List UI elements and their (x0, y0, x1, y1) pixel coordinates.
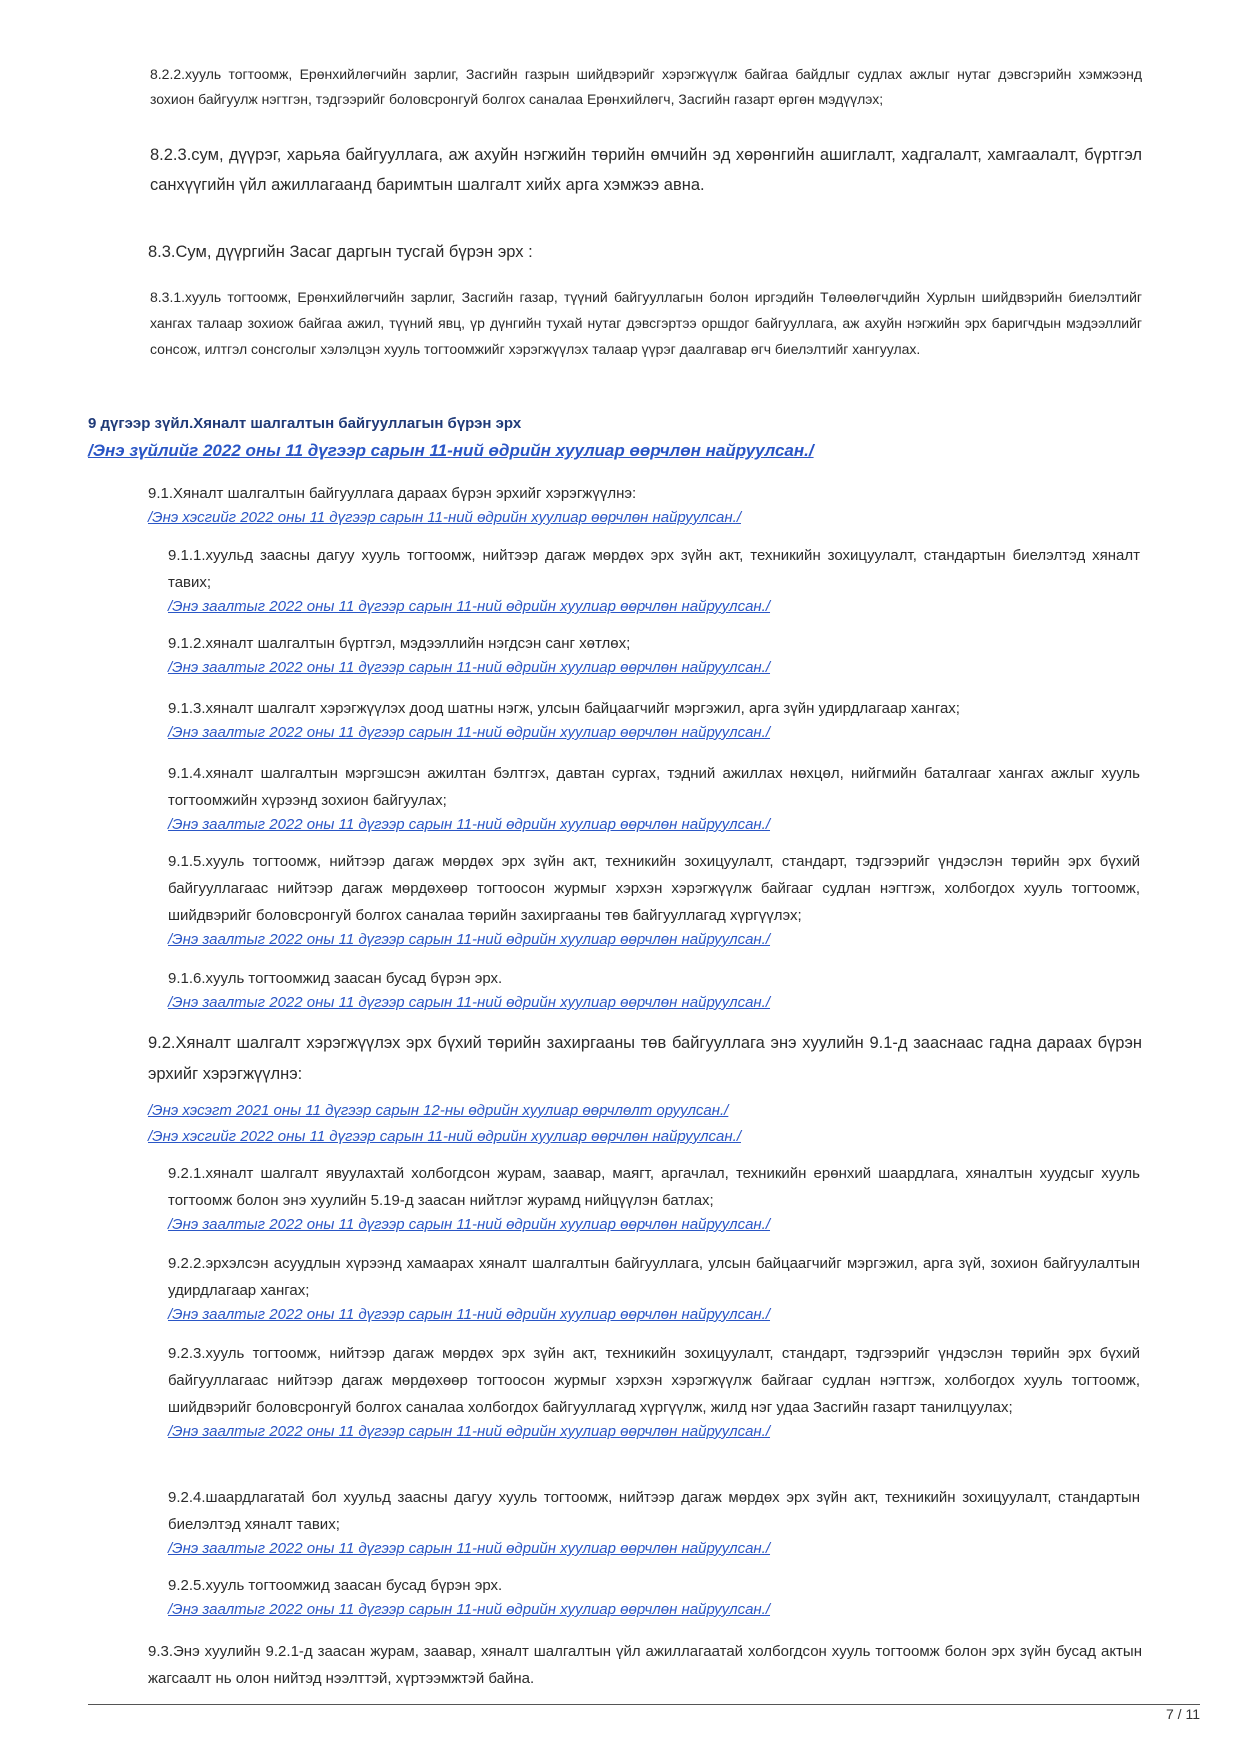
clause-amendment-link[interactable]: /Энэ заалтыг 2022 оны 11 дүгээр сарын 11-ний өдрийн хуулиар өөрчлөн найруулсан./ (168, 724, 771, 741)
clause-text: 8.2.2.хууль тогтоомж, Ерөнхийлөгчийн зарлиг, Засгийн газрын шийдвэрийг хэрэгжүүлж байгаа байдлыг судлах ажлыг нутаг дэвсгэрийн хэмжээнд зохион байгуулж нэгтгэн, тэдгээрийг боловсронгуй болгох саналаа Ерөнхийлөгч, Засгийн газарт өргөн мэдүүлэх; (150, 66, 1142, 107)
section-text: 9.2.Хяналт шалгалт хэрэгжүүлэх эрх бүхий төрийн захиргааны төв байгууллага энэ хуулийн 9.1-д зааснаас гадна дараах бүрэн эрхийг хэрэгжүүлнэ: (148, 1034, 1142, 1083)
section-9-2-amendment-link-2021[interactable]: /Энэ хэсэгт 2021 оны 11 дүгээр сарын 12-ны өдрийн хуулиар өөрчлөлт оруулсан./ (148, 1102, 729, 1119)
section-9-2 (148, 1028, 1142, 1090)
clause-text: 9.2.1.хяналт шалгалт явуулахтай холбогдсон журам, заавар, маягт, аргачлал, техникийн ерөнхий шаардлага, хяналтын хуудсыг хууль тогтоомж болон энэ хуулийн 5.19-д заасан нийтлэг журамд нийцүүлэн батлах; (168, 1165, 1140, 1209)
section-9-2-amendment-link-2022[interactable]: /Энэ хэсгийг 2022 оны 11 дүгээр сарын 11-ний өдрийн хуулиар өөрчлөн найруулсан./ (148, 1128, 741, 1145)
clause-text: 9.2.2.эрхэлсэн асуудлын хүрээнд хамаарах хяналт шалгалтын байгууллага, улсын байцаагчийг мэргэжил, арга зүй, зохион байгуулалтын удирдлагаар хангах; (168, 1255, 1140, 1299)
clause-9-1-6 (168, 965, 1140, 1014)
clause-amendment-link[interactable]: /Энэ заалтыг 2022 оны 11 дүгээр сарын 11-ний өдрийн хуулиар өөрчлөн найруулсан./ (168, 1601, 771, 1618)
clause-9-2-2 (168, 1250, 1140, 1326)
clause-9-2-4 (168, 1484, 1140, 1560)
section-text: 9.3.Энэ хуулийн 9.2.1-д заасан журам, заавар, хяналт шалгалтын үйл ажиллагаатай холбогдсон хууль тогтоомж болон эрх зүйн бусад актын жагсаалт нь олон нийтэд нээлттэй, хүртээмжтэй байна. (148, 1643, 1142, 1687)
page-number: 7 / 11 (1166, 1706, 1200, 1722)
clause-text: 9.2.4.шаардлагатай бол хуульд заасны дагуу хууль тогтоомж, нийтээр дагаж мөрдөх эрх зүйн акт, техникийн зохицуулалт, стандартын биелэлтэд хяналт тавих; (168, 1489, 1140, 1533)
clause-8-2-3 (150, 140, 1142, 200)
clause-9-1-3 (168, 695, 1140, 744)
section-9-1-amendment-link[interactable]: /Энэ хэсгийг 2022 оны 11 дүгээр сарын 11-ний өдрийн хуулиар өөрчлөн найруулсан./ (148, 509, 741, 526)
footer-divider (88, 1704, 1200, 1705)
clause-9-1-2 (168, 630, 1140, 679)
clause-text: 8.2.3.сум, дүүрэг, харьяа байгууллага, аж ахуйн нэгжийн төрийн өмчийн эд хөрөнгийн ашиглалт, хадгалалт, хамгаалалт, бүртгэл санхүүгийн үйл ажиллагаанд баримтын шалгалт хийх арга хэмжээ авна. (150, 146, 1142, 194)
clause-text: 9.1.1.хуульд заасны дагуу хууль тогтоомж, нийтээр дагаж мөрдөх эрх зүйн акт, техникийн зохицуулалт, стандартын биелэлтэд хяналт тавих; (168, 547, 1140, 591)
section-9-2-links (148, 1098, 1142, 1150)
clause-9-1-1 (168, 542, 1140, 618)
clause-amendment-link[interactable]: /Энэ заалтыг 2022 оны 11 дүгээр сарын 11-ний өдрийн хуулиар өөрчлөн найруулсан./ (168, 816, 771, 833)
clause-text: 9.1.4.хяналт шалгалтын мэргэшсэн ажилтан бэлтгэх, давтан сургах, тэдний ажиллах нөхцөл, нийгмийн баталгааг хангах ажлыг хууль тогтоомжийн хүрээнд зохион байгуулах; (168, 765, 1140, 809)
section-9-3 (148, 1638, 1142, 1692)
clause-amendment-link[interactable]: /Энэ заалтыг 2022 оны 11 дүгээр сарын 11-ний өдрийн хуулиар өөрчлөн найруулсан./ (168, 1423, 771, 1440)
clause-amendment-link[interactable]: /Энэ заалтыг 2022 оны 11 дүгээр сарын 11-ний өдрийн хуулиар өөрчлөн найруулсан./ (168, 931, 771, 948)
clause-9-1-5 (168, 848, 1140, 951)
section-title: 8.3.Сум, дүүргийн Засаг даргын тусгай бүрэн эрх : (148, 243, 533, 261)
clause-amendment-link[interactable]: /Энэ заалтыг 2022 оны 11 дүгээр сарын 11-ний өдрийн хуулиар өөрчлөн найруулсан./ (168, 1540, 771, 1557)
clause-8-2-2 (150, 62, 1142, 112)
clause-9-2-1 (168, 1160, 1140, 1236)
clause-amendment-link[interactable]: /Энэ заалтыг 2022 оны 11 дүгээр сарын 11-ний өдрийн хуулиар өөрчлөн найруулсан./ (168, 994, 771, 1011)
article-9-amendment-link[interactable]: /Энэ зүйлийг 2022 оны 11 дүгээр сарын 11-ний өдрийн хуулиар өөрчлөн найруулсан./ (88, 441, 814, 460)
clause-amendment-link[interactable]: /Энэ заалтыг 2022 оны 11 дүгээр сарын 11-ний өдрийн хуулиар өөрчлөн найруулсан./ (168, 598, 771, 615)
clause-9-2-3 (168, 1340, 1140, 1443)
clause-text: 9.2.5.хууль тогтоомжид заасан бусад бүрэн эрх. (168, 1577, 503, 1594)
clause-9-2-5 (168, 1572, 1140, 1621)
clause-amendment-link[interactable]: /Энэ заалтыг 2022 оны 11 дүгээр сарын 11-ний өдрийн хуулиар өөрчлөн найруулсан./ (168, 1306, 771, 1323)
clause-text: 9.2.3.хууль тогтоомж, нийтээр дагаж мөрдөх эрх зүйн акт, техникийн зохицуулалт, стандарт, тэдгээрийг үндэслэн төрийн эрх бүхий байгууллагаас нийтээр дагаж мөрдөхөөр тогтоосон журмыг хэрхэн хэрэгжүүлж байгааг судлан нэгтгэж, холбогдох хууль тогтоомж, шийдвэрийг боловсронгуй болгох саналаа холбогдох байгууллагад хүргүүлж, жилд нэг удаа Засгийн газарт танилцуулах; (168, 1345, 1140, 1416)
clause-8-3-1 (150, 284, 1142, 362)
section-text: 9.1.Хяналт шалгалтын байгууллага дараах бүрэн эрхийг хэрэгжүүлнэ: (148, 485, 637, 502)
article-9-heading: 9 дүгээр зүйл.Хяналт шалгалтын байгууллагын бүрэн эрх (88, 415, 522, 432)
clause-text: 9.1.5.хууль тогтоомж, нийтээр дагаж мөрдөх эрх зүйн акт, техникийн зохицуулалт, стандарт, тэдгээрийг үндэслэн төрийн эрх бүхий байгууллагаас нийтээр дагаж мөрдөхөөр тогтоосон журмыг хэрхэн хэрэгжүүлж байгааг судлан нэгтгэж, холбогдох хууль тогтоомж, шийдвэрийг боловсронгуй болгох саналаа төрийн захиргааны төв байгууллагад хүргүүлэх; (168, 853, 1140, 924)
clause-amendment-link[interactable]: /Энэ заалтыг 2022 оны 11 дүгээр сарын 11-ний өдрийн хуулиар өөрчлөн найруулсан./ (168, 659, 771, 676)
clause-text: 9.1.2.хяналт шалгалтын бүртгэл, мэдээллийн нэгдсэн санг хөтлөх; (168, 635, 631, 652)
section-8-3 (148, 237, 1140, 267)
clause-text: 8.3.1.хууль тогтоомж, Ерөнхийлөгчийн зарлиг, Засгийн газар, түүний байгууллагын болон иргэдийн Төлөөлөгчдийн Хурлын шийдвэрийн биелэлтийг хангах талаар зохиож байгаа ажил, түүний явц, үр дүнгийн тухай нутаг дэвсгэртээ оршдог байгууллага, аж ахуйн нэгжийн эрх баригчдын мэдээллийг сонсож, илтгэл сонсголыг хэлэлцэн хууль тогтоомжийг хэрэгжүүлэх талаар үүрэг даалгавар өгч биелэлтийг хангуулах. (150, 289, 1142, 357)
section-9-1 (148, 480, 1140, 529)
clause-9-1-4 (168, 760, 1140, 836)
clause-amendment-link[interactable]: /Энэ заалтыг 2022 оны 11 дүгээр сарын 11-ний өдрийн хуулиар өөрчлөн найруулсан./ (168, 1216, 771, 1233)
clause-text: 9.1.3.хяналт шалгалт хэрэгжүүлэх доод шатны нэгж, улсын байцаагчийг мэргэжил, арга зүйн удирдлагаар хангах; (168, 700, 960, 717)
clause-text: 9.1.6.хууль тогтоомжид заасан бусад бүрэн эрх. (168, 970, 503, 987)
